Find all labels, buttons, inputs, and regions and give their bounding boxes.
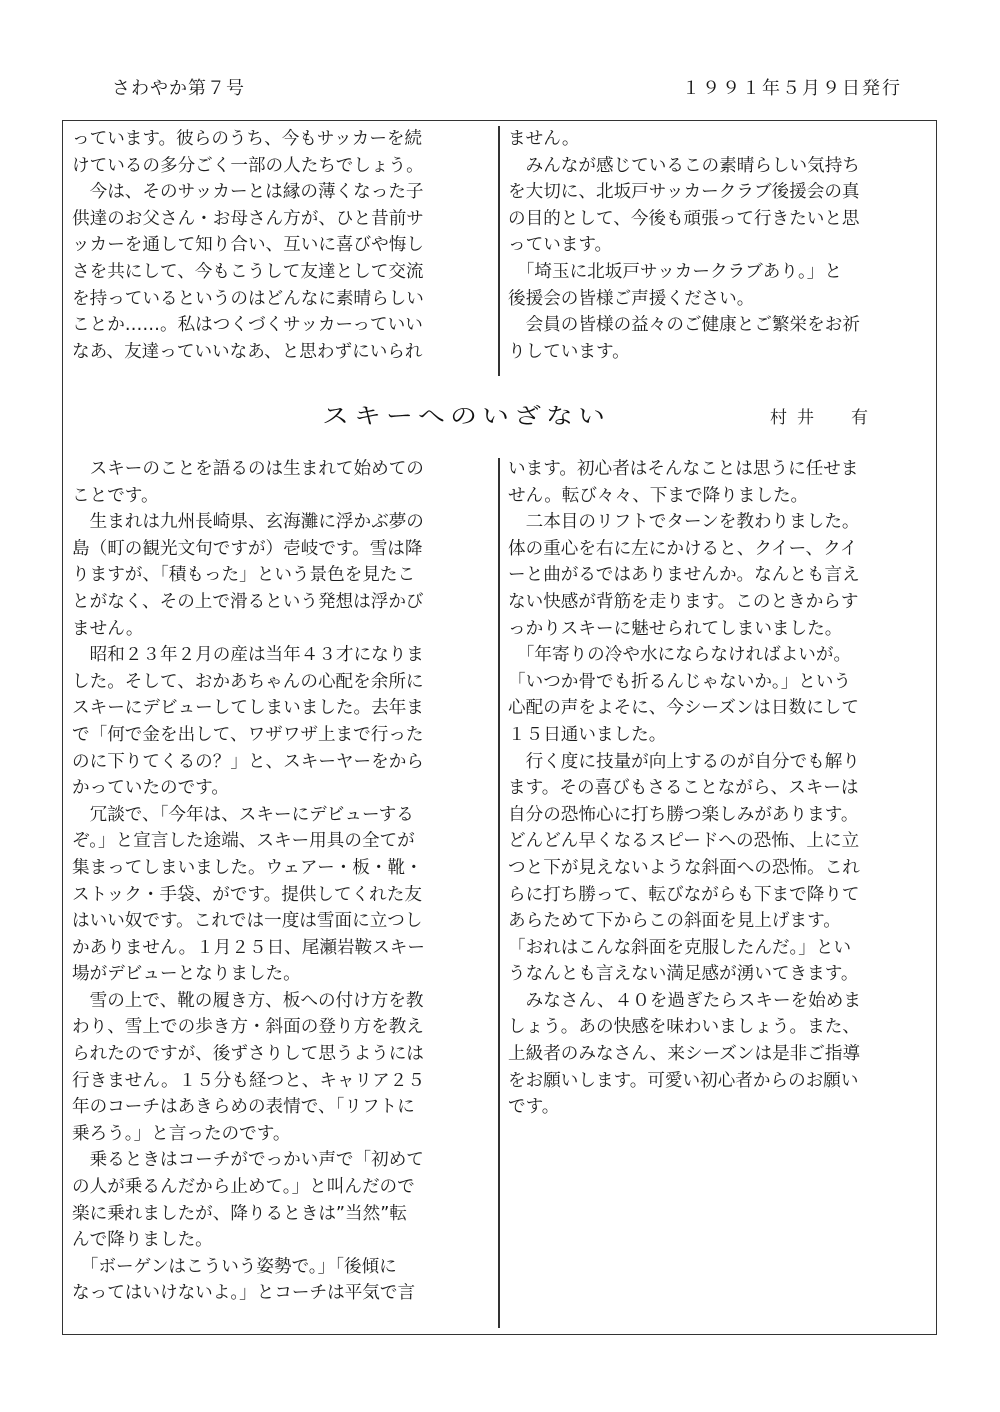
text-line: しょう。あの快感を味わいましょう。また、	[508, 1017, 860, 1038]
text-line: 「埼玉に北坂戸サッカークラブあり。」と	[508, 261, 842, 282]
text-line: 行く度に技量が向上するのが自分でも解り	[508, 751, 860, 772]
text-line: 会員の皆様の益々のご健康とご繁栄をお祈	[508, 315, 860, 336]
text-line: ッカーを通して知り合い、互いに喜びや悔し	[72, 235, 424, 256]
text-line: ません。	[508, 129, 580, 149]
top-right-column	[508, 126, 928, 365]
top-left-column	[72, 126, 492, 365]
text-line: なあ、友達っていいなあ、と思わずにいられ	[72, 341, 423, 362]
text-line: 楽に乗れましたが、降りるときは”当然”転	[72, 1203, 407, 1224]
text-line: どんどん早くなるスピードへの恐怖、上に立	[508, 831, 860, 852]
text-line: スキーにデビューしてしまいました。去年ま	[72, 698, 424, 719]
text-line: の目的として、今後も頑張って行きたいと思	[508, 208, 860, 229]
text-line: わり、雪上での歩き方・斜面の登り方を教え	[72, 1017, 424, 1038]
text-line: 乗るときはコーチがでっかい声で「初めて	[72, 1150, 424, 1171]
text-line: 供達のお父さん・お母さん方が、ひと昔前サ	[72, 208, 424, 229]
bottom-left-column	[72, 456, 492, 1307]
text-line: 心配の声をよそに、今シーズンは日数にして	[508, 698, 859, 719]
text-line: ことか……。私はつくづくサッカーっていい	[72, 315, 423, 336]
text-line: 生まれは九州長崎県、玄海灘に浮かぶ夢の	[72, 512, 424, 533]
text-line: みなさん、４０を過ぎたらスキーを始めま	[508, 990, 861, 1011]
text-line: みんなが感じているこの素晴らしい気持ち	[508, 155, 860, 176]
text-line: の人が乗るんだから止めて。」と叫んだので	[72, 1177, 415, 1198]
text-line: 体の重心を右に左にかけると、クイー、クイ	[508, 538, 858, 559]
text-line: とがなく、その上で滑るという発想は浮かび	[72, 591, 424, 612]
text-line: 「いつか骨でも折るんじゃないか。」という	[508, 671, 852, 692]
text-line: 乗ろう。」と言ったのです。	[72, 1123, 291, 1144]
text-line: 「ボーゲンはこういう姿勢で。」「後傾に	[72, 1256, 397, 1277]
text-line: のに下りてくるの？」と、スキーヤーをから	[72, 751, 424, 772]
text-line: かっていたのです。	[72, 778, 229, 799]
bottom-right-column	[508, 456, 928, 1121]
text-line: りますが、「積もった」という景色を見たこ	[72, 565, 416, 586]
text-line: スキーのことを語るのは生まれて始めての	[72, 459, 424, 479]
text-line: 「おれはこんな斜面を克服したんだ。」とい	[508, 937, 852, 958]
text-line: １５日通いました。	[508, 724, 667, 745]
text-line: 二本目のリフトでターンを教わりました。	[508, 512, 860, 533]
text-line: 上級者のみなさん、来シーズンは是非ご指導	[508, 1044, 861, 1065]
text-line: を大切に、北坂戸サッカークラブ後援会の真	[508, 182, 860, 203]
text-line: せん。転び々々、下まで降りました。	[508, 485, 809, 506]
text-line: を持っているというのはどんなに素晴らしい	[72, 288, 424, 309]
text-line: 昭和２３年２月の産は当年４３才になりま	[72, 645, 424, 666]
text-line: なってはいけないよ。」とコーチは平気で言	[72, 1283, 416, 1304]
text-line: 今は、そのサッカーとは縁の薄くなった子	[72, 182, 424, 203]
text-line: 「年寄りの冷や水にならなければよいが。	[508, 645, 852, 666]
text-line: っかりスキーに魅せられてしまいました。	[508, 618, 843, 639]
text-line: 冗談で、「今年は、スキーにデビューする	[72, 804, 414, 825]
text-line: はいい奴です。これでは一度は雪面に立つし	[72, 911, 423, 932]
text-line: ことです。	[72, 485, 159, 506]
text-line: 集まってしまいました。ウェアー・板・靴・	[72, 857, 423, 878]
text-line: さを共にして、今もこうして友達として交流	[72, 261, 424, 282]
issue-date: １９９１年５月９日発行	[682, 78, 902, 99]
text-line: あらためて下からこの斜面を見上げます。	[508, 911, 841, 932]
text-line: 島（町の観光文句ですが）壱岐です。雪は降	[72, 538, 423, 559]
text-line: で「何で金を出して、ワザワザ上まで行った	[72, 724, 424, 745]
text-line: 場がデビューとなりました。	[72, 964, 301, 985]
text-line: 行きません。１５分も経つと、キャリア２５	[72, 1070, 425, 1091]
text-line: 後援会の皆様ご声援ください。	[508, 288, 755, 309]
text-line: けているの多分ごく一部の人たちでしょう。	[72, 155, 424, 176]
text-line: ません。	[72, 618, 144, 639]
text-line: りしています。	[508, 341, 630, 362]
text-line: ない快感が背筋を走ります。このときからす	[508, 591, 859, 612]
text-line: 年のコーチはあきらめの表情で、「リフトに	[72, 1097, 415, 1118]
column-divider-bottom	[498, 458, 500, 1328]
text-line: 雪の上で、靴の履き方、板への付け方を教	[72, 990, 424, 1011]
text-line: です。	[508, 1097, 560, 1118]
text-line: んで降りました。	[72, 1230, 213, 1251]
text-line: っています。彼らのうち、今もサッカーを続	[72, 129, 423, 149]
text-line: かありません。１月２５日、尾瀬岩鞍スキー	[72, 937, 425, 958]
text-line: ストック・手袋、がです。提供してくれた友	[72, 884, 422, 905]
text-line: うなんとも言えない満足感が湧いてきます。	[508, 964, 859, 985]
text-line: 自分の恐怖心に打ち勝つ楽しみがあります。	[508, 804, 859, 825]
article-author: 村井 有	[770, 408, 878, 428]
text-line: っています。	[508, 235, 613, 256]
text-line: つと下が見えないような斜面への恐怖。これ	[508, 857, 860, 878]
page-header	[112, 74, 902, 104]
column-divider-top	[498, 126, 500, 376]
text-line: した。そして、おかあちゃんの心配を余所に	[72, 671, 424, 692]
text-line: らに打ち勝って、転びながらも下まで降りて	[508, 884, 860, 905]
text-line: をお願いします。可愛い初心者からのお願い	[508, 1070, 859, 1091]
newsletter-issue: さわやか第７号	[112, 78, 245, 99]
text-line: ます。その喜びもさることながら、スキーは	[508, 778, 859, 799]
text-line: ぞ。」と宣言した途端、スキー用具の全てが	[72, 831, 415, 852]
article-title: スキーへのいざない	[322, 403, 610, 430]
text-line: ーと曲がるではありませんか。なんとも言え	[508, 565, 860, 586]
text-line: います。初心者はそんなことは思うに任せま	[508, 459, 859, 479]
text-line: られたのですが、後ずさりして思うようには	[72, 1044, 424, 1065]
